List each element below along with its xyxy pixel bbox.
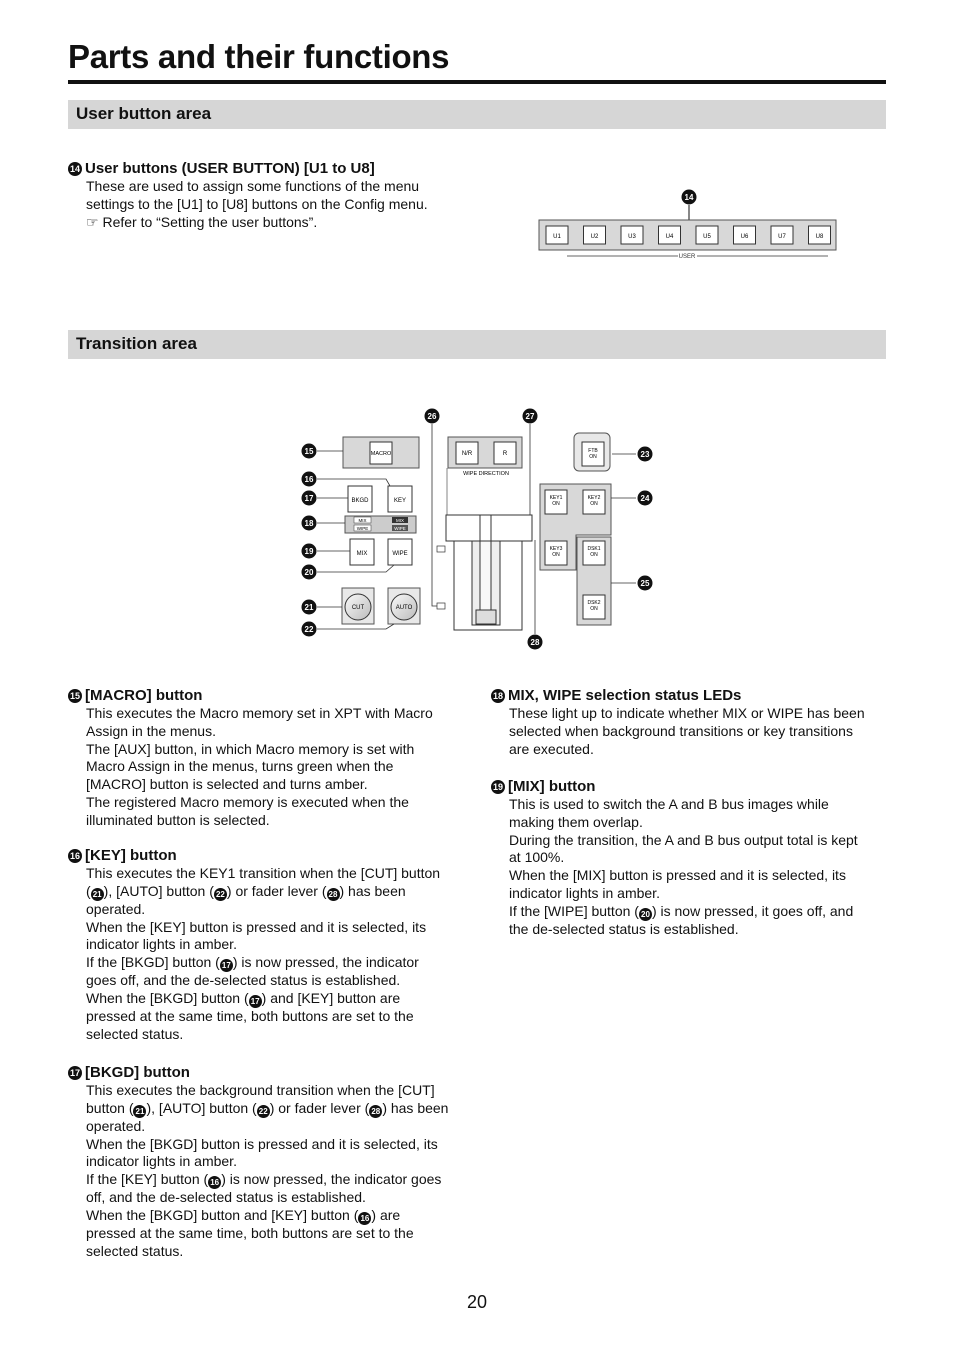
user-button-label: U8 xyxy=(815,234,824,240)
ftb-label-1: FTB xyxy=(588,448,598,454)
dsk1-label-1: DSK1 xyxy=(587,546,601,552)
text-line: illuminated button is selected. xyxy=(86,811,270,828)
user-button-label: U3 xyxy=(628,234,636,240)
callout-18-icon: 18 xyxy=(492,691,503,701)
page-title: Parts and their functions xyxy=(68,38,450,75)
text-line: indicator lights in amber. xyxy=(509,884,660,901)
dsk2-label-1: DSK2 xyxy=(587,600,601,606)
section-header-transition xyxy=(68,330,886,359)
item-heading-text: User buttons (USER BUTTON) [U1 to U8] xyxy=(85,160,375,177)
text-line: making them overlap. xyxy=(509,813,643,830)
item-body xyxy=(86,705,468,830)
text-line: button ( 21 ), [AUTO] button ( 22 ) or fader lever ( 28 ) has been xyxy=(86,1099,449,1116)
callout-label: 15 xyxy=(304,447,314,456)
text-line: ( 21 ), [AUTO] button ( 22 ) or fader lever ( 28 ) has been xyxy=(86,882,406,899)
text-line: goes off, and the de-selected status is established. xyxy=(86,972,401,989)
callout-label: 18 xyxy=(304,519,314,528)
mix-button-label: MIX xyxy=(356,551,368,557)
text-line: selected status. xyxy=(86,1242,184,1259)
callout-25-label: 25 xyxy=(640,579,650,588)
dsk2-label-2: ON xyxy=(590,606,598,612)
ftb-label-2: ON xyxy=(589,454,597,460)
item-body xyxy=(509,705,891,758)
callout-16-icon: 16 xyxy=(69,851,80,861)
callout-label: 22 xyxy=(304,625,314,634)
text-line: When the [BKGD] button is pressed and it is selected, its xyxy=(86,1135,438,1152)
text-line: If the [WIPE] button ( 20 ) is now pressed, it goes off, and xyxy=(509,902,854,919)
user-button-label: U2 xyxy=(590,234,599,240)
item-heading xyxy=(68,1064,468,1082)
callout-21-icon: 21 xyxy=(133,1105,146,1118)
item-heading xyxy=(491,687,891,705)
bkgd-button-label: BKGD xyxy=(351,498,369,504)
led-wipe-bkgd-label: WIPE xyxy=(356,526,369,531)
callout-20-icon: 20 xyxy=(639,908,652,921)
led-mix-bkgd-label: MIX xyxy=(358,518,367,523)
text-line: During the transition, the A and B bus output total is kept xyxy=(509,831,858,848)
text-line: the de-selected status is established. xyxy=(509,920,739,937)
item-body xyxy=(509,796,891,939)
title-rule xyxy=(68,80,886,84)
text-line: These are used to assign some functions of the menu xyxy=(86,178,420,194)
text-line: This is used to switch the A and B bus images while xyxy=(509,796,829,812)
callout-27-label: 27 xyxy=(525,412,535,421)
callout-22-icon: 22 xyxy=(214,888,227,901)
user-button-label: U7 xyxy=(778,234,786,240)
text-line: The [AUX] button, in which Macro memory is set with xyxy=(86,740,415,757)
text-line: indicator lights in amber. xyxy=(86,936,237,953)
r-button-label: R xyxy=(502,451,508,457)
user-button-label: U1 xyxy=(553,234,561,240)
item-heading-text: [MACRO] button xyxy=(85,687,203,704)
transition-panel-illustration xyxy=(290,400,660,660)
item-body xyxy=(86,865,468,1044)
item-heading-text: [KEY] button xyxy=(85,847,177,864)
item-body xyxy=(86,1082,468,1261)
callout-14-label: 14 xyxy=(684,193,694,202)
fader-led-bottom xyxy=(437,603,445,609)
user-button-label: U4 xyxy=(665,234,674,240)
key-button-label: KEY xyxy=(393,498,407,504)
led-wipe-key-label: WIPE xyxy=(394,526,406,531)
section-title-user: User button area xyxy=(76,104,212,123)
callout-15-icon: 15 xyxy=(69,691,80,701)
item-heading xyxy=(68,847,468,865)
item-bkgd xyxy=(68,1064,468,1261)
nr-button-label: N/R xyxy=(461,451,473,457)
text-line: Macro Assign in the menus, turns green when the xyxy=(86,758,394,775)
key2-label-2: ON xyxy=(590,501,598,507)
text-line: operated. xyxy=(86,900,146,917)
callout-21-icon: 21 xyxy=(91,888,104,901)
section-title-transition: Transition area xyxy=(76,334,197,353)
text-line: off, and the de-selected status is established. xyxy=(86,1189,366,1206)
text-line: are executed. xyxy=(509,740,594,757)
text-line: This executes the background transition when the [CUT] xyxy=(86,1082,435,1098)
callout-17-icon: 17 xyxy=(249,995,262,1008)
text-line: When the [MIX] button is pressed and it is selected, its xyxy=(509,867,846,884)
callout-24-label: 24 xyxy=(640,494,650,503)
item-mix-wipe-leds xyxy=(491,687,891,758)
text-line: operated. xyxy=(86,1117,146,1134)
text-line: Assign in the menus. xyxy=(86,722,216,739)
item-mix xyxy=(491,778,891,939)
section-header-user xyxy=(68,100,886,129)
text-line: The registered Macro memory is executed when the xyxy=(86,793,409,810)
key1-label-1: KEY1 xyxy=(549,495,563,501)
user-panel-illustration xyxy=(530,186,850,266)
item-heading-text: MIX, WIPE selection status LEDs xyxy=(508,687,742,704)
callout-label: 16 xyxy=(304,475,314,484)
reference-text: Refer to “Setting the user buttons”. xyxy=(98,213,318,230)
text-line: settings to the [U1] to [U8] buttons on the Config menu. xyxy=(86,195,428,212)
callout-label: 20 xyxy=(304,568,314,577)
macro-button-label: MACRO xyxy=(370,451,392,457)
dsk1-label-2: ON xyxy=(590,552,598,558)
auto-button-label: AUTO xyxy=(395,605,413,611)
reference-hand-icon: ☞ xyxy=(86,214,99,231)
text-line: If the [BKGD] button ( 17 ) is now pressed, the indicator xyxy=(86,954,419,971)
item-heading-text: [MIX] button xyxy=(508,778,596,795)
callout-23-label: 23 xyxy=(640,450,650,459)
page-number: 20 xyxy=(466,1292,488,1312)
item-key xyxy=(68,847,468,1044)
user-group-label: USER xyxy=(678,254,696,260)
key3-label-2: ON xyxy=(552,552,560,558)
callout-16-icon: 16 xyxy=(208,1176,221,1189)
text-line: pressed at the same time, both buttons are set to the xyxy=(86,1224,414,1241)
cut-button-label: CUT xyxy=(351,605,365,611)
callout-28-label: 28 xyxy=(530,638,540,647)
item-heading xyxy=(68,160,468,178)
reference-line xyxy=(86,214,468,233)
key1-label-2: ON xyxy=(552,501,560,507)
led-mix-key-label: MIX xyxy=(395,518,405,523)
callout-16-icon: 16 xyxy=(358,1212,371,1225)
callout-17-icon: 17 xyxy=(220,959,233,972)
item-heading xyxy=(491,778,891,796)
wipe-direction-label: WIPE DIRECTION xyxy=(463,471,509,477)
text-line: at 100%. xyxy=(509,849,565,866)
text-line: This executes the Macro memory set in XPT with Macro xyxy=(86,705,433,721)
callout-label: 17 xyxy=(304,494,314,503)
callout-28-icon: 28 xyxy=(327,888,340,901)
item-heading-text: [BKGD] button xyxy=(85,1064,190,1081)
wipe-button-label: WIPE xyxy=(392,551,408,557)
text-line: This executes the KEY1 transition when the [CUT] button xyxy=(86,865,441,881)
callout-26-label: 26 xyxy=(427,412,437,421)
fader-led-top xyxy=(437,546,445,552)
callout-14-icon: 14 xyxy=(69,164,80,174)
callout-28-icon: 28 xyxy=(369,1105,382,1118)
key3-label-1: KEY3 xyxy=(549,546,563,552)
callout-label: 21 xyxy=(304,603,314,612)
key2-label-1: KEY2 xyxy=(587,495,601,501)
item-macro xyxy=(68,687,468,830)
item-user-buttons xyxy=(68,160,468,232)
callout-19-icon: 19 xyxy=(492,782,503,792)
item-body xyxy=(86,178,468,232)
text-line: [MACRO] button is selected and turns amber. xyxy=(86,776,368,793)
user-button-label: U5 xyxy=(703,234,711,240)
user-button-label: U6 xyxy=(740,234,749,240)
text-line: When the [KEY] button is pressed and it is selected, its xyxy=(86,918,427,935)
callout-label: 19 xyxy=(304,547,314,556)
text-line: When the [BKGD] button and [KEY] button ( 16 ) are xyxy=(86,1206,401,1223)
text-line: If the [KEY] button ( 16 ) is now pressed, the indicator goes xyxy=(86,1171,442,1188)
callout-17-icon: 17 xyxy=(69,1068,80,1078)
text-line: selected status. xyxy=(86,1025,184,1042)
callout-22-icon: 22 xyxy=(257,1105,270,1118)
text-line: pressed at the same time, both buttons are set to the xyxy=(86,1007,414,1024)
text-line: When the [BKGD] button ( 17 ) and [KEY] button are xyxy=(86,989,401,1006)
text-line: selected when background transitions or key transitions xyxy=(509,722,853,739)
item-heading xyxy=(68,687,468,705)
text-line: indicator lights in amber. xyxy=(86,1153,237,1170)
text-line: These light up to indicate whether MIX or WIPE has been xyxy=(509,705,865,721)
